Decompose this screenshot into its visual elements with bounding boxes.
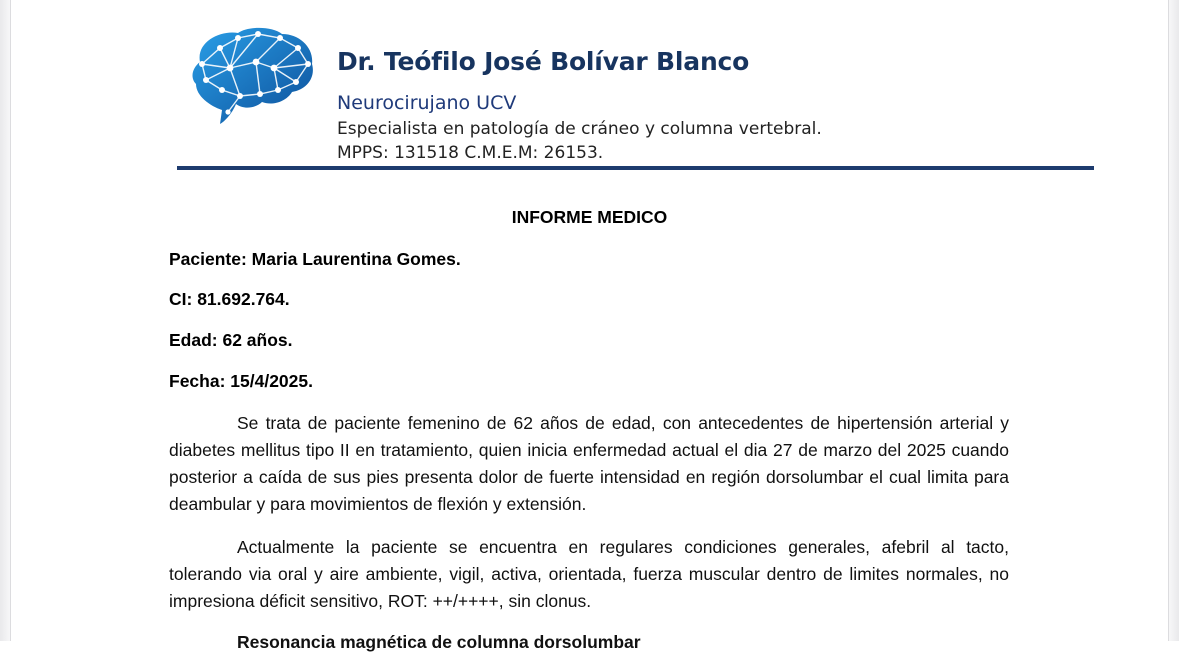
patient-age-field: Edad: 62 años. <box>169 330 293 350</box>
page-edge-right <box>1168 0 1179 641</box>
patient-name-field: Paciente: Maria Laurentina Gomes. <box>169 249 461 269</box>
doctor-name: Dr. Teófilo José Bolívar Blanco <box>337 47 750 76</box>
page-edge-left <box>0 0 11 641</box>
brain-network-icon <box>186 24 318 128</box>
doctor-registration: MPPS: 131518 C.M.E.M: 26153. <box>337 143 604 163</box>
exam-paragraph: Actualmente la paciente se encuentra en regulares condiciones generales, afebril al tacto, tolerando via oral y aire ambiente, vigil, activa, orientada, fuerza muscular dentro de limites normales, no impresiona déficit sensitivo, ROT: ++/++++, sin clonus. <box>169 537 1009 611</box>
doctor-title: Neurocirujano UCV <box>337 92 517 114</box>
doctor-specialty: Especialista en patología de cráneo y columna vertebral. <box>337 119 822 139</box>
header-divider <box>177 166 1094 170</box>
history-paragraph: Se trata de paciente femenino de 62 años de edad, con antecedentes de hipertensión arterial y diabetes mellitus tipo II en tratamiento, quien inicia enfermedad actual el dia 27 de marzo del 2025 cuando posterior a caída de sus pies presenta dolor de fuerte intensidad en región dorsolumbar el cual limita para deambular y para movimientos de flexión y extensión. <box>169 413 1009 514</box>
report-heading: INFORME MEDICO <box>511 207 668 227</box>
patient-ci-field: CI: 81.692.764. <box>169 289 290 309</box>
report-date-field: Fecha: 15/4/2025. <box>169 371 313 391</box>
cut-off-heading: Resonancia magnética de columna dorsolumbar <box>237 632 641 652</box>
